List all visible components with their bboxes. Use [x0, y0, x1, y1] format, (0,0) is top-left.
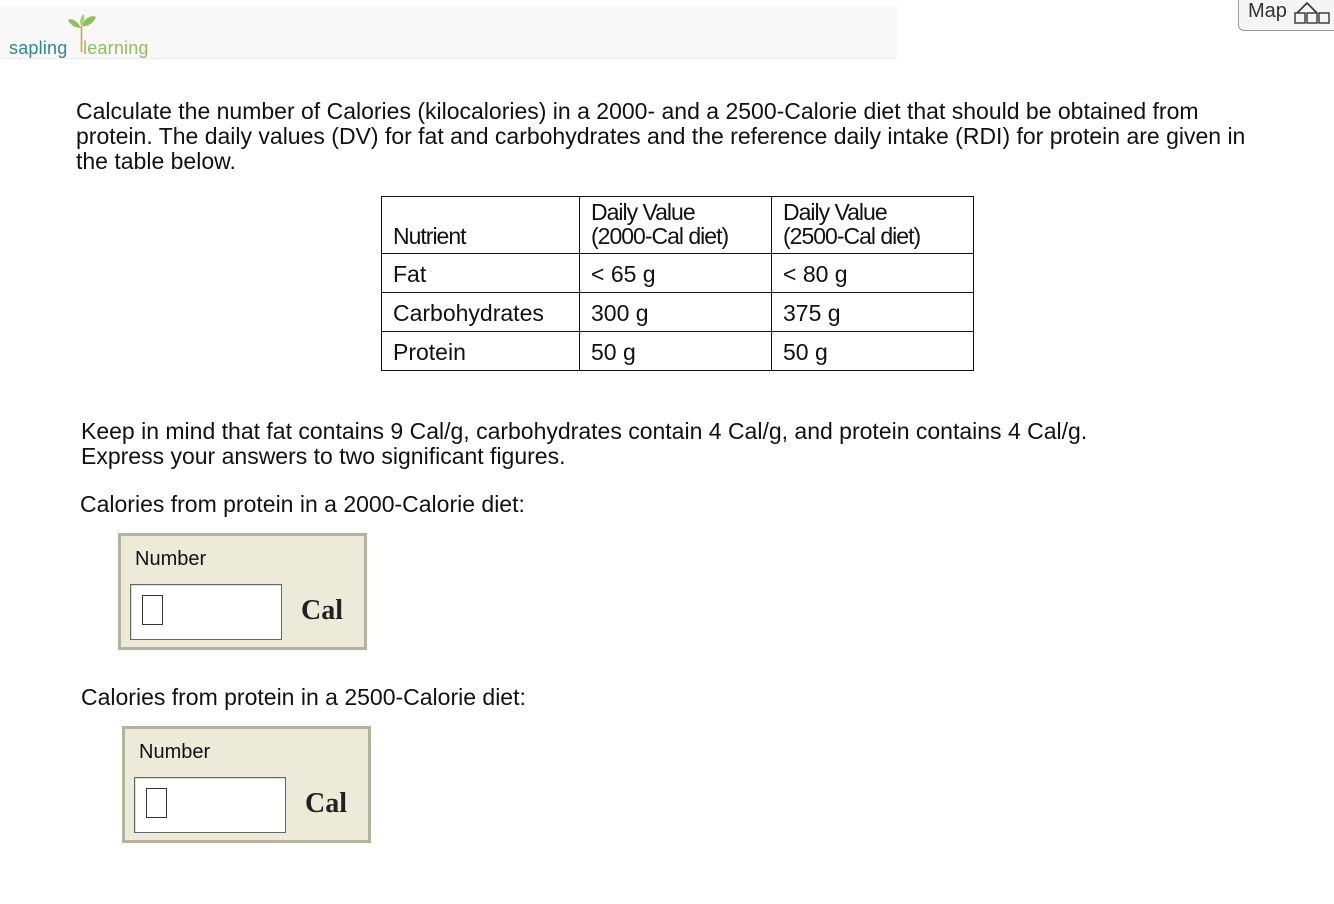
number-input-2000[interactable]	[130, 584, 282, 640]
sapling-learning-logo[interactable]	[9, 14, 159, 60]
question-text: Calculate the number of Calories (kilocalories) in a 2000- and a 2500-Calorie diet that should be obtained from protein. The daily values (DV) for fat and carbohydrates and the reference daily intake (RDI) for protein are given in the table below.	[76, 98, 1246, 174]
header-dv-2500	[772, 197, 974, 254]
header-nutrient	[382, 197, 580, 254]
number-input-2500[interactable]	[134, 777, 286, 833]
unit-label: Cal	[305, 788, 347, 819]
table-cell: 375 g	[772, 293, 974, 332]
table-header-row	[382, 197, 974, 254]
table-row	[382, 332, 974, 371]
header-line-2: (2500-Cal diet)	[783, 223, 921, 249]
answer-box-2500	[122, 726, 371, 843]
header-bar	[0, 6, 897, 59]
note-line-1: Keep in mind that fat contains 9 Cal/g, carbohydrates contain 4 Cal/g, and protein contains 4 Cal/g.	[81, 418, 1088, 444]
map-icon	[1293, 1, 1334, 25]
table-row	[382, 293, 974, 332]
logo-text-learning: learning	[83, 38, 149, 58]
number-label: Number	[139, 741, 211, 763]
map-button-label: Map	[1248, 0, 1287, 22]
answer-box-2000	[118, 533, 367, 650]
header-line-2: (2000-Cal diet)	[591, 223, 729, 249]
logo-text-sapling: sapling	[9, 38, 68, 58]
table-cell: Fat	[382, 254, 580, 293]
number-label: Number	[135, 548, 207, 570]
prompt-2000-calorie: Calories from protein in a 2000-Calorie diet:	[80, 491, 525, 517]
table-row	[382, 254, 974, 293]
table-cell: < 65 g	[580, 254, 772, 293]
nutrient-table	[381, 196, 974, 371]
table-cell: < 80 g	[772, 254, 974, 293]
header-line-2: Nutrient	[393, 223, 466, 249]
note-line-2: Express your answers to two significant figures.	[81, 443, 566, 469]
table-cell: 50 g	[580, 332, 772, 371]
header-dv-2000	[580, 197, 772, 254]
prompt-2500-calorie: Calories from protein in a 2500-Calorie diet:	[81, 684, 526, 710]
map-button[interactable]	[1238, 0, 1334, 31]
header-line-1: Daily Value	[783, 199, 887, 225]
header-line-1: Daily Value	[591, 199, 695, 225]
table-cell: Carbohydrates	[382, 293, 580, 332]
table-cell: 50 g	[772, 332, 974, 371]
table-cell: Protein	[382, 332, 580, 371]
unit-label: Cal	[301, 595, 343, 626]
table-cell: 300 g	[580, 293, 772, 332]
instructions-note	[81, 419, 1281, 469]
